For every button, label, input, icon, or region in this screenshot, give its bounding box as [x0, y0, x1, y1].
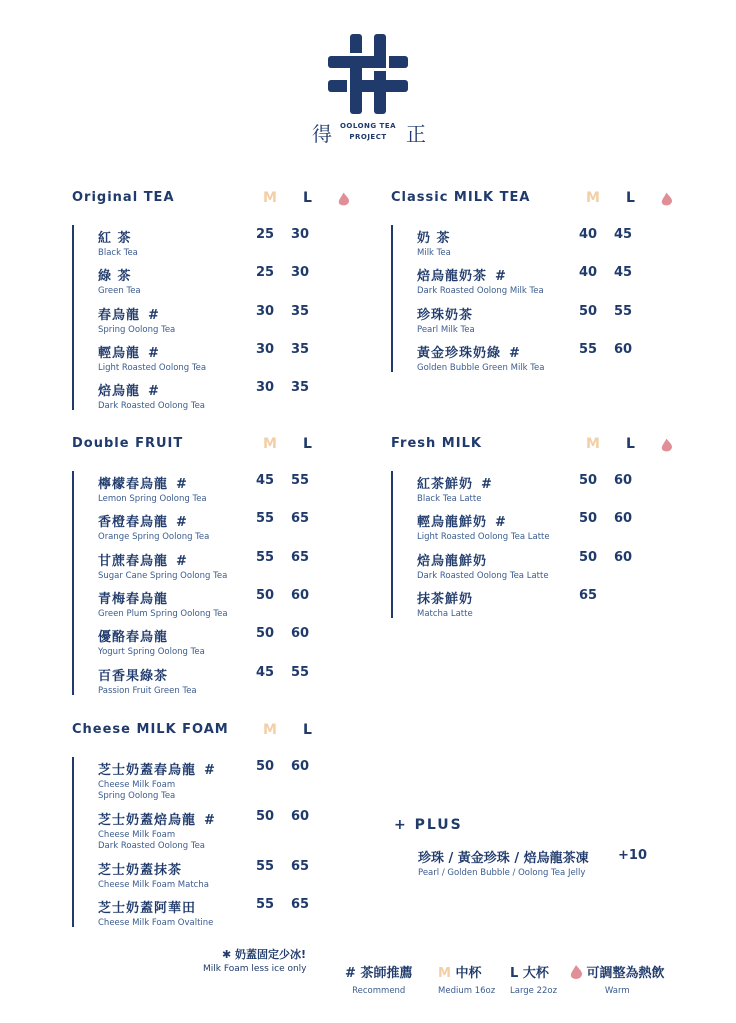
price-large: 45 — [613, 265, 633, 281]
item-name-zh: 青梅春烏龍 — [98, 591, 169, 607]
column-l-label: L — [303, 190, 312, 206]
price-large: 35 — [290, 303, 310, 319]
item-name-en: Cheese Milk Foam Matcha — [98, 880, 209, 890]
brand-line1: OOLONG TEA — [339, 122, 397, 130]
item-name-zh: 焙烏龍奶茶 — [417, 269, 488, 285]
recommend-hash-icon: # — [176, 477, 188, 492]
section-title: Double FRUIT — [72, 436, 184, 451]
recommend-hash-icon: # — [148, 384, 160, 400]
price-large: 55 — [290, 664, 310, 680]
price-medium: 50 — [255, 626, 275, 642]
item-name-en: Dark Roasted Oolong Milk Tea — [417, 286, 544, 297]
item-name-zh: 紅 茶 — [98, 231, 132, 246]
item-name-zh: 檸檬春烏龍 — [98, 477, 169, 492]
legend-large-zh: 大杯 — [522, 966, 549, 981]
price-large: 65 — [290, 511, 310, 527]
price-medium: 55 — [255, 511, 275, 527]
price-medium: 65 — [578, 587, 598, 603]
section-title: Fresh MILK — [391, 436, 482, 451]
legend-hash-symbol: # — [345, 966, 356, 981]
legend-warm-en: Warm — [604, 986, 630, 996]
item-name-en: Passion Fruit Green Tea — [98, 685, 197, 696]
column-m-label: M — [586, 190, 600, 206]
legend-recommend-en: Recommend — [352, 986, 406, 996]
price-large: 60 — [613, 511, 633, 527]
plus-title: + PLUS — [394, 817, 463, 833]
item-name-zh: 奶 茶 — [417, 231, 451, 246]
menu-item — [417, 227, 451, 259]
price-medium: 50 — [578, 303, 598, 319]
item-name-zh: 焙烏龍 — [98, 384, 141, 400]
menu-item — [417, 550, 549, 582]
item-name-zh: 香橙春烏龍 — [98, 515, 169, 531]
price-large: 65 — [290, 549, 310, 565]
foam-note-en: Milk Foam less ice only — [203, 964, 307, 974]
item-name-zh: 芝士奶蓋春烏龍 — [98, 763, 197, 778]
menu-item — [98, 626, 205, 658]
section-divider-line — [72, 225, 74, 410]
menu-item — [417, 588, 473, 620]
menu-item — [98, 304, 175, 336]
menu-item — [98, 473, 207, 505]
item-name-en: Light Roasted Oolong Tea — [98, 362, 207, 373]
item-name-en: Green Plum Spring Oolong Tea — [98, 608, 228, 619]
menu-item — [98, 897, 213, 929]
item-name-en: Sugar Cane Spring Oolong Tea — [98, 570, 228, 581]
column-l-label: L — [303, 436, 312, 452]
column-m-label: M — [263, 190, 277, 206]
warm-drop-icon — [661, 437, 672, 456]
price-medium: 40 — [578, 227, 598, 242]
item-name-en: Milk Tea — [417, 248, 451, 258]
brand-logo — [308, 30, 428, 150]
menu-item — [98, 342, 206, 374]
recommend-hash-icon: # — [495, 515, 507, 531]
legend-l-symbol: L — [510, 966, 519, 981]
warm-drop-icon — [338, 191, 349, 210]
price-large: 30 — [290, 265, 310, 281]
plus-toppings-en: Pearl / Golden Bubble / Oolong Tea Jelly — [418, 868, 586, 878]
price-large: 65 — [290, 897, 310, 912]
price-medium: 40 — [578, 265, 598, 281]
legend-warm — [570, 962, 665, 996]
price-medium: 50 — [255, 587, 275, 603]
price-large: 60 — [613, 473, 633, 488]
item-name-en: Green Tea — [98, 286, 141, 297]
menu-item — [98, 380, 205, 412]
section-divider-line — [72, 471, 74, 695]
legend-medium — [438, 962, 495, 996]
menu-item — [98, 550, 227, 582]
legend-medium-en: Medium 16oz — [438, 986, 496, 996]
menu-item — [98, 665, 197, 697]
column-m-label: M — [263, 436, 277, 452]
menu-item — [417, 304, 475, 336]
item-name-zh: 抹茶鮮奶 — [417, 591, 474, 607]
foam-note-zh: ✱ 奶蓋固定少冰! — [222, 948, 307, 961]
menu-item — [417, 511, 550, 543]
legend-medium-zh: 中杯 — [455, 966, 482, 981]
section-title: Original TEA — [72, 190, 175, 205]
price-medium: 50 — [255, 759, 275, 774]
section-title: Classic MILK TEA — [391, 190, 531, 205]
item-name-en: Golden Bubble Green Milk Tea — [417, 362, 545, 373]
price-large: 30 — [290, 227, 310, 242]
item-name-en: Yogurt Spring Oolong Tea — [98, 647, 205, 658]
price-large: 60 — [613, 341, 633, 357]
column-l-label: L — [626, 190, 635, 206]
item-name-en: Black Tea — [98, 248, 138, 258]
column-l-label: L — [303, 722, 312, 738]
menu-item — [98, 511, 209, 543]
recommend-hash-icon: # — [481, 477, 493, 492]
item-name-zh: 甘蔗春烏龍 — [98, 553, 169, 569]
price-medium: 30 — [255, 303, 275, 319]
price-medium: 55 — [578, 341, 598, 357]
item-name-en: Matcha Latte — [417, 608, 473, 619]
item-name-zh: 芝士奶蓋抹茶 — [98, 863, 183, 878]
item-name-zh: 黃金珍珠奶綠 — [417, 345, 502, 361]
item-name-en: Light Roasted Oolong Tea Latte — [417, 532, 550, 543]
price-medium: 50 — [578, 511, 598, 527]
menu-item — [417, 342, 544, 374]
menu-item — [98, 265, 141, 297]
legend-m-symbol: M — [438, 966, 451, 981]
section-title: Cheese MILK FOAM — [72, 722, 229, 737]
warm-drop-icon — [661, 191, 672, 210]
item-name-zh: 輕烏龍鮮奶 — [417, 515, 488, 531]
item-name-zh: 焙烏龍鮮奶 — [417, 553, 488, 569]
price-large: 45 — [613, 227, 633, 242]
price-medium: 50 — [578, 549, 598, 565]
legend-warm-zh: 可調整為熱飲 — [586, 966, 665, 981]
legend-large — [510, 962, 557, 996]
recommend-hash-icon: # — [509, 345, 521, 361]
price-large: 60 — [290, 587, 310, 603]
item-name-en: Lemon Spring Oolong Tea — [98, 494, 207, 504]
brand-left-char: 得 — [312, 122, 332, 146]
item-name-en-line2: Dark Roasted Oolong Tea — [98, 841, 206, 851]
price-large: 35 — [290, 341, 310, 357]
woven-cross-logo-icon — [328, 34, 408, 114]
price-large: 60 — [290, 809, 310, 824]
legend-recommend — [345, 962, 412, 996]
menu-item — [98, 759, 216, 802]
item-name-en: Spring Oolong Tea — [98, 324, 176, 335]
item-name-en: Dark Roasted Oolong Tea — [98, 401, 206, 412]
item-name-zh: 輕烏龍 — [98, 345, 141, 361]
item-name-en: Cheese Milk Foam — [98, 830, 176, 840]
recommend-hash-icon: # — [176, 553, 188, 569]
price-large: 60 — [613, 549, 633, 565]
item-name-zh: 芝士奶蓋阿華田 — [98, 901, 197, 916]
item-name-zh: 春烏龍 — [98, 307, 141, 323]
item-name-en: Dark Roasted Oolong Tea Latte — [417, 570, 549, 581]
price-medium: 30 — [255, 380, 275, 396]
item-name-en: Cheese Milk Foam — [98, 780, 176, 790]
item-name-en: Black Tea Latte — [417, 494, 482, 504]
item-name-zh: 綠 茶 — [98, 269, 132, 285]
menu-item — [98, 227, 138, 259]
recommend-hash-icon: # — [495, 269, 507, 285]
column-l-label: L — [626, 436, 635, 452]
price-large: 55 — [290, 473, 310, 488]
item-name-en: Pearl Milk Tea — [417, 324, 475, 335]
item-name-en: Cheese Milk Foam Ovaltine — [98, 918, 214, 928]
legend-recommend-zh: 茶師推薦 — [360, 966, 413, 981]
item-name-zh: 紅茶鮮奶 — [417, 477, 474, 492]
item-name-zh: 百香果綠茶 — [98, 668, 169, 684]
price-medium: 50 — [255, 809, 275, 824]
recommend-hash-icon: # — [148, 307, 160, 323]
menu-item — [417, 265, 544, 297]
menu-item — [98, 588, 228, 620]
brand-line2: PROJECT — [349, 133, 387, 141]
menu-item — [98, 809, 216, 852]
item-name-zh: 珍珠奶茶 — [417, 307, 474, 323]
menu-item — [98, 859, 209, 891]
item-name-en: Orange Spring Oolong Tea — [98, 532, 210, 543]
legend-large-en: Large 22oz — [510, 986, 558, 996]
price-large: 60 — [290, 626, 310, 642]
price-medium: 55 — [255, 859, 275, 874]
price-large: 35 — [290, 380, 310, 396]
recommend-hash-icon: # — [204, 763, 216, 778]
section-divider-line — [391, 225, 393, 372]
price-medium: 45 — [255, 473, 275, 488]
warm-drop-icon — [570, 965, 582, 979]
item-name-zh: 芝士奶蓋焙烏龍 — [98, 813, 197, 828]
section-divider-line — [391, 471, 393, 618]
price-medium: 25 — [255, 227, 275, 242]
section-divider-line — [72, 757, 74, 927]
recommend-hash-icon: # — [204, 813, 216, 828]
price-large: 65 — [290, 859, 310, 874]
brand-right-char: 正 — [406, 122, 426, 146]
plus-price: +10 — [618, 848, 647, 863]
price-medium: 55 — [255, 549, 275, 565]
recommend-hash-icon: # — [148, 345, 160, 361]
price-medium: 55 — [255, 897, 275, 912]
column-m-label: M — [586, 436, 600, 452]
price-large: 60 — [290, 759, 310, 774]
price-large: 55 — [613, 303, 633, 319]
item-name-zh: 優酪春烏龍 — [98, 630, 169, 646]
price-medium: 45 — [255, 664, 275, 680]
price-medium: 25 — [255, 265, 275, 281]
item-name-en-line2: Spring Oolong Tea — [98, 791, 176, 801]
column-m-label: M — [263, 722, 277, 738]
recommend-hash-icon: # — [176, 515, 188, 531]
menu-item — [417, 473, 493, 505]
price-medium: 30 — [255, 341, 275, 357]
plus-toppings-zh: 珍珠 / 黃金珍珠 / 焙烏龍茶凍 — [418, 851, 589, 866]
price-medium: 50 — [578, 473, 598, 488]
